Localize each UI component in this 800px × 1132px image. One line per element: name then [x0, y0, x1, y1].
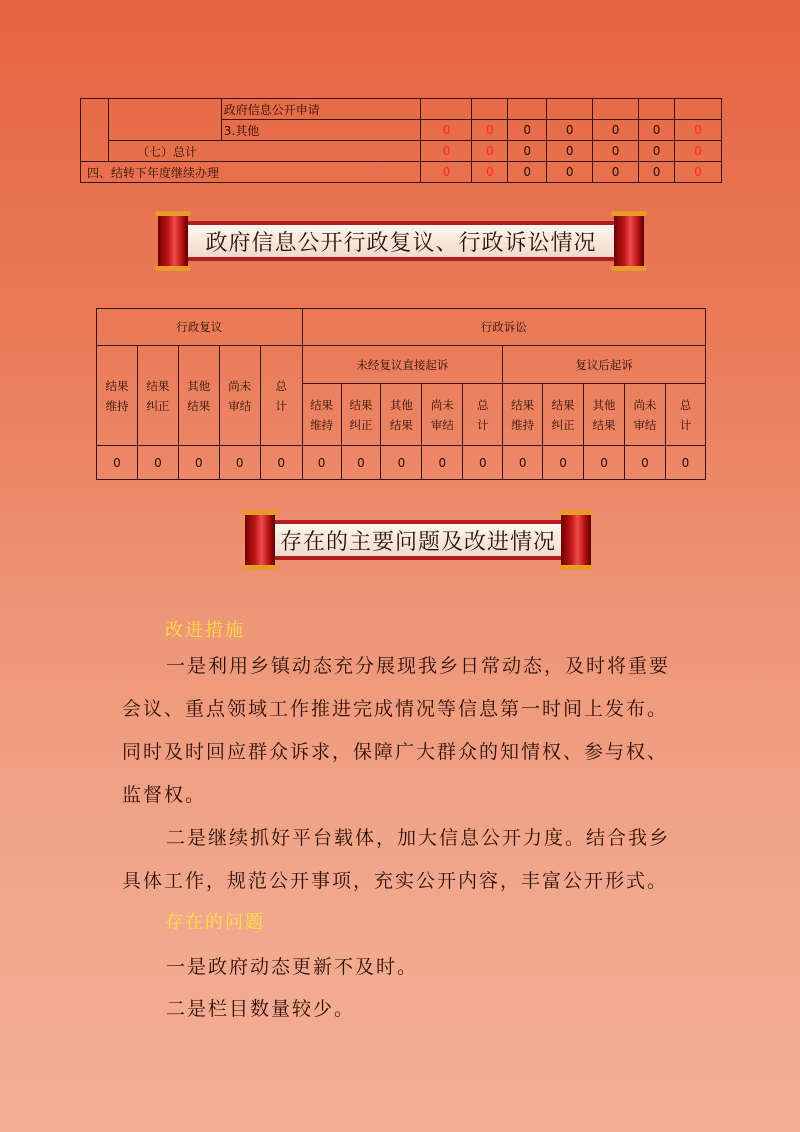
header-after-review: 复议后起诉	[503, 346, 706, 384]
col-header: 结果 纠正	[137, 346, 178, 446]
section-banner-problems	[245, 512, 591, 568]
table-cell: 0	[675, 141, 722, 162]
paragraph: 二是继续抓好平台载体，加大信息公开力度。结合我乡具体工作，规范公开事项，充实公开内容，丰富公开形式。	[122, 827, 671, 892]
scroll-right-decoration	[561, 512, 591, 568]
table-cell: 0	[508, 162, 547, 183]
problem-heading: 存在的问题	[165, 912, 265, 933]
col-header: 总 计	[260, 346, 302, 446]
col-header: 结果 维持	[97, 346, 138, 446]
col-header: 总 计	[665, 384, 705, 446]
table-cell: 0	[341, 446, 381, 480]
table-cell: 0	[381, 446, 422, 480]
table-cell: 0	[472, 141, 508, 162]
table-cell: 0	[593, 141, 639, 162]
col-header: 结果 纠正	[341, 384, 381, 446]
table-cell: 0	[547, 120, 593, 141]
col-header: 其他 结果	[584, 384, 625, 446]
table-cell: 0	[639, 162, 675, 183]
table-cell: 0	[665, 446, 705, 480]
table-cell: 0	[421, 120, 472, 141]
section-banner-review	[158, 213, 644, 269]
table-cell: 0	[472, 162, 508, 183]
table-cell: 0	[508, 120, 547, 141]
paragraph: 一是利用乡镇动态充分展现我乡日常动态，及时将重要会议、重点领域工作推进完成情况等信息第一时间上发布。同时及时回应群众诉求，保障广大群众的知情权、参与权、监督权。	[122, 655, 671, 806]
row-label: 3.其他	[221, 120, 421, 141]
table-cell: 0	[624, 446, 665, 480]
table-cell: 0	[547, 162, 593, 183]
scroll-left-decoration	[245, 512, 275, 568]
col-header: 结果 维持	[503, 384, 543, 446]
header-review: 行政复议	[97, 309, 303, 346]
table-cell: 0	[639, 141, 675, 162]
table-cell: 0	[593, 162, 639, 183]
table-cell: 0	[97, 446, 138, 480]
problem-item: 二是栏目数量较少。	[166, 998, 356, 1020]
row-label: 四、结转下年度继续办理	[81, 162, 421, 183]
table-cell: 0	[422, 446, 463, 480]
table-row	[81, 162, 722, 183]
table-cell: 0	[463, 446, 503, 480]
header-litigation: 行政诉讼	[302, 309, 705, 346]
improve-body	[122, 645, 682, 903]
improve-heading: 改进措施	[165, 620, 245, 641]
table-cell: 0	[639, 120, 675, 141]
header-direct-suit: 未经复议直接起诉	[302, 346, 503, 384]
banner-title: 政府信息公开行政复议、行政诉讼情况	[205, 230, 597, 256]
table-row	[81, 99, 722, 120]
col-header: 总 计	[463, 384, 503, 446]
scroll-left-decoration	[158, 213, 188, 269]
table-cell: 0	[508, 141, 547, 162]
table-cell: 0	[421, 162, 472, 183]
table-cell: 0	[137, 446, 178, 480]
col-header: 尚未 审结	[219, 346, 260, 446]
table-cell: 0	[260, 446, 302, 480]
problem-item: 一是政府动态更新不及时。	[166, 956, 419, 978]
table-row	[97, 446, 706, 480]
col-header: 尚未 审结	[624, 384, 665, 446]
table-cell: 0	[503, 446, 543, 480]
table-cell: 0	[421, 141, 472, 162]
table-cell: 0	[593, 120, 639, 141]
table-cell: 0	[547, 141, 593, 162]
disclosure-summary-table	[80, 98, 722, 183]
scroll-right-decoration	[614, 213, 644, 269]
table-cell: 0	[584, 446, 625, 480]
review-litigation-table	[96, 308, 706, 480]
col-header: 结果 维持	[302, 384, 341, 446]
row-label: 政府信息公开申请	[221, 99, 421, 120]
row-label: （七）总计	[108, 141, 421, 162]
table-cell: 0	[302, 446, 341, 480]
table-cell: 0	[472, 120, 508, 141]
table-cell: 0	[675, 120, 722, 141]
banner-title: 存在的主要问题及改进情况	[279, 529, 556, 555]
table-row	[81, 141, 722, 162]
col-header: 结果 纠正	[543, 384, 584, 446]
table-cell: 0	[675, 162, 722, 183]
col-header: 其他 结果	[381, 384, 422, 446]
table-cell: 0	[543, 446, 584, 480]
col-header: 其他 结果	[178, 346, 219, 446]
table-cell: 0	[219, 446, 260, 480]
col-header: 尚未 审结	[422, 384, 463, 446]
table-cell: 0	[178, 446, 219, 480]
